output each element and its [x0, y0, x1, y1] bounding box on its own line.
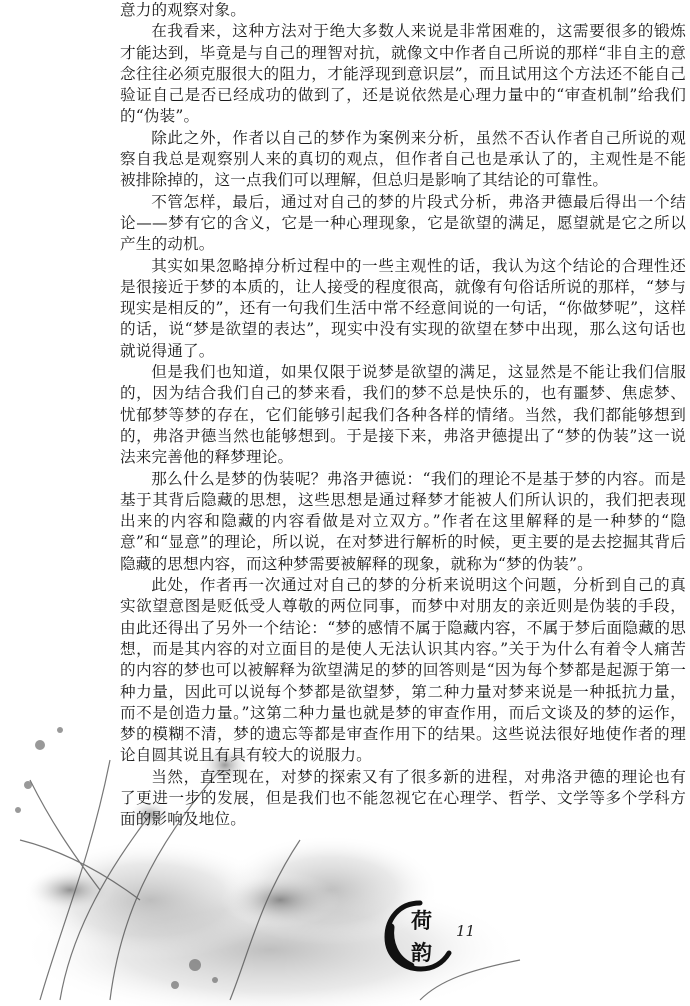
paragraph: 在我看来，这种方法对于绝大多数人来说是非常困难的，这需要很多的锻炼才能达到，毕竟是与自己的理智对抗，就像文中作者自己所说的那样“非自主的意念往往必须克服很大的阻力，才能浮现到意识层”，而且试用这个方法还不能自己验证自己是否已经成功的做到了，还是说依然是心理力量中的“审查机制”给我们的“伪装”。: [120, 22, 686, 126]
seal-char-top: 荷: [411, 908, 432, 933]
page-number: 11: [456, 922, 476, 940]
paragraph: 那么什么是梦的伪装呢？弗洛尹德说：“我们的理论不是基于梦的内容。而是基于其背后隐藏的思想，这些思想是通过释梦才能被人们所认识的，我们把表现出来的内容和隐藏的内容看做是对立双方。”作者在这里解释的是一种梦的“隐意”和“显意”的理论，所以说，在对梦进行解析的时候，更主要的是去挖掘其背后隐藏的思想内容，而这种梦需要被解释的现象，就称为“梦的伪装”。: [120, 469, 686, 573]
paragraph: 除此之外，作者以自己的梦作为案例来分析，虽然不否认作者自己所说的观察自我总是观察别人来的真切的观点，但作者自己也是承认了的，主观性是不能被排除掉的，这一点我们可以理解，但总归是影响了其结论的可靠性。: [120, 128, 686, 190]
paragraph: 其实如果忽略掉分析过程中的一些主观性的话，我认为这个结论的合理性还是很接近于梦的本质的，让人接受的程度很高，就像有句俗话所说的那样，“梦与现实是相反的”，还有一句我们生活中常不经意间说的一句话，“你做梦呢”，这样的话，说“梦是欲望的表达”，现实中没有实现的欲望在梦中出现，那么这句话也就说得通了。: [120, 256, 686, 360]
paragraph: 但是我们也知道，如果仅限于说梦是欲望的满足，这显然是不能让我们信服的，因为结合我们自己的梦来看，我们的梦不总是快乐的，也有噩梦、焦虑梦、忧郁梦等梦的存在，它们能够引起我们各种各样的情绪。当然，我们都能够想到的，弗洛尹德当然也能够想到。于是接下来，弗洛尹德提出了“梦的伪装”这一说法来完善他的释梦理论。: [120, 363, 686, 467]
article-body: [120, 0, 686, 831]
paragraph: 当然，直至现在，对梦的探索又有了很多新的进程，对弗洛尹德的理论也有了更进一步的发展，但是我们也不能忽视它在心理学、哲学、文学等多个学科方面的影响及地位。: [120, 767, 686, 829]
ink-circle-seal: [381, 897, 459, 975]
paragraph: 意力的观察对象。: [120, 1, 246, 19]
paragraph: 不管怎样，最后，通过对自己的梦的片段式分析，弗洛尹德最后得出一个结论——梦有它的含义，它是一种心理现象，它是欲望的满足，愿望就是它之所以产生的动机。: [120, 192, 686, 254]
seal-char-bottom: 韵: [411, 940, 432, 965]
paragraph: 此处，作者再一次通过对自己的梦的分析来说明这个问题，分析到自己的真实欲望意图是贬低受人尊敬的两位同事，而梦中对朋友的亲近则是伪装的手段，由此还得出了另外一个结论：“梦的感情不属于隐藏内容，不属于梦后面隐藏的思想，而是其内容的对立面目的是使人无法认识其内容。”关于为什么有着令人痛苦的内容的梦也可以被解释为欲望满足的梦的回答则是“因为每个梦都是起源于第一种力量，因此可以说每个梦都是欲望梦，第二种力量对梦来说是一种抵抗力量，而不是创造力量。”这第二种力量也就是梦的审查作用，而后文谈及的梦的运作，梦的模糊不清，梦的遗忘等都是审查作用下的结果。这些说法很好地使作者的理论自圆其说且有具有较大的说服力。: [120, 576, 686, 765]
